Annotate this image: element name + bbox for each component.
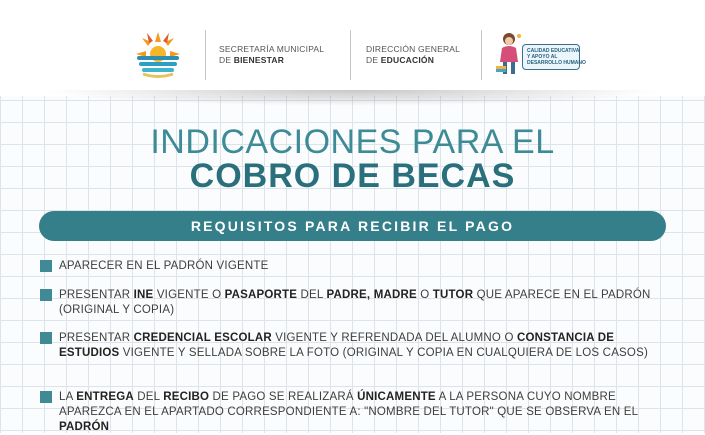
badge-line3: DESARROLLO HUMANO <box>527 60 586 66</box>
requirement-item <box>40 259 665 274</box>
org-direccion-line2: DE EDUCACIÓN <box>366 55 435 65</box>
badge-line1: CALIDAD EDUCATIVA <box>527 48 580 54</box>
org-direccion-line1: DIRECCIÓN GENERAL <box>366 44 461 54</box>
title-line-1: INDICACIONES PARA EL <box>150 123 555 161</box>
header-shadow <box>40 90 665 106</box>
org-secretaria <box>219 44 324 66</box>
requirement-text: LA ENTREGA DEL RECIBO DE PAGO SE REALIZARÁ ÚNICAMENTE A LA PERSONA CUYO NOMBRE APAREZCA EN EL APARTADO CORRESPONDIENTE A: "NOMBRE DEL TUTOR" QUE SE OBSERVA EN EL PADRÓN <box>59 391 638 433</box>
requirement-item <box>40 390 665 435</box>
requirement-text: PRESENTAR CREDENCIAL ESCOLAR VIGENTE Y REFRENDADA DEL ALUMNO O CONSTANCIA DE ESTUDIOS VIGENTE Y SELLADA SOBRE LA FOTO (ORIGINAL Y COPIA EN CUALQUIERA DE LOS CASOS) <box>59 332 648 359</box>
header-divider <box>481 30 482 80</box>
requirements-banner: REQUISITOS PARA RECIBIR EL PAGO <box>39 211 666 241</box>
title-line-2: COBRO DE BECAS <box>189 157 516 195</box>
org-secretaria-line2: DE BIENESTAR <box>219 55 285 65</box>
org-secretaria-line1: SECRETARÍA MUNICIPAL <box>219 44 325 54</box>
requirement-item <box>40 331 665 376</box>
sun-over-sea-logo-icon <box>133 29 183 79</box>
girl-with-books-icon <box>494 30 524 78</box>
square-bullet-icon <box>40 289 52 301</box>
square-bullet-icon <box>40 332 52 344</box>
calidad-educativa-badge <box>522 44 586 70</box>
requirement-text: APARECER EN EL PADRÓN VIGENTE <box>59 260 269 272</box>
org-direccion <box>366 44 460 66</box>
requirement-text: PRESENTAR INE VIGENTE O PASAPORTE DEL PADRE, MADRE O TUTOR QUE APARECE EN EL PADRÓN (ORIGINAL Y COPIA) <box>59 289 651 316</box>
square-bullet-icon <box>40 391 52 403</box>
badge-line2: Y APOYO AL <box>527 54 558 60</box>
header-divider <box>350 30 351 80</box>
header-divider <box>205 30 206 80</box>
requirement-item <box>40 288 665 318</box>
header-bar <box>0 0 705 96</box>
square-bullet-icon <box>40 260 52 272</box>
